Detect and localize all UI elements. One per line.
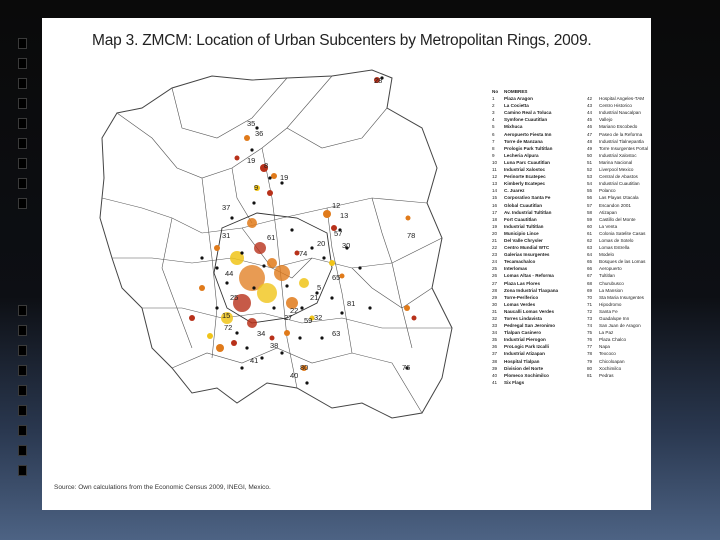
legend-name: Av. Industrial Tultitlan — [504, 209, 552, 215]
legend-name: Lomas de Sotelo — [599, 237, 634, 243]
legend-number: 52 — [587, 167, 593, 173]
legend-number: 78 — [587, 351, 593, 357]
legend-name: Tecamachalco — [504, 259, 536, 265]
map-label: 34 — [257, 329, 266, 338]
legend-name: Fort Cuautitlan — [504, 216, 537, 222]
map-label: 27 — [284, 313, 293, 322]
legend-row — [492, 145, 558, 152]
legend-name: Atizapan — [599, 209, 617, 215]
legend-row — [492, 216, 558, 223]
legend-number: 24 — [492, 259, 498, 265]
legend-name: Torre Insurgentes Portal — [599, 145, 649, 151]
map-label: 37 — [222, 203, 231, 212]
legend-row — [587, 159, 648, 166]
map-label: 5 — [317, 283, 322, 292]
slide-bullet-decoration — [18, 38, 27, 218]
legend-number: 58 — [587, 209, 593, 215]
legend-number: 12 — [492, 174, 498, 180]
legend-number: 37 — [492, 351, 498, 357]
legend-number: 75 — [587, 330, 593, 336]
legend-number: 63 — [587, 245, 593, 251]
legend-name: Centro Mundial WTC — [504, 245, 550, 251]
legend-number: 62 — [587, 237, 593, 243]
legend-name: Symfone Cuautitlan — [504, 117, 548, 123]
legend-name: Central de Abastos — [599, 174, 638, 180]
map-label: 28 — [374, 76, 383, 85]
legend-number: 19 — [492, 223, 498, 229]
legend-name: Hipodromo — [599, 301, 622, 307]
municipal-lines — [102, 76, 452, 413]
legend-row — [587, 123, 648, 130]
legend-number: 17 — [492, 209, 498, 215]
legend-name: Municipio Lince — [504, 230, 539, 236]
legend-name: Colonia Satelite Casas — [599, 230, 646, 236]
legend-name: Plaza Las Flores — [504, 280, 541, 286]
legend-name: Camino Real a Toluca — [504, 110, 552, 116]
legend-row — [492, 187, 558, 194]
map-label: 22 — [290, 306, 299, 315]
legend-number: 2 — [492, 103, 495, 109]
legend-name: Aeropuerto Fiesta Inn — [504, 131, 552, 137]
legend-row — [587, 258, 648, 265]
map-label: 38 — [270, 341, 279, 350]
legend-number: 60 — [587, 223, 593, 229]
legend-row — [492, 350, 558, 357]
municipal-boundary-map — [42, 18, 492, 478]
legend-name: Plomeco Xochimilco — [504, 372, 549, 378]
legend-name: Modelo — [599, 252, 615, 258]
legend-row — [492, 223, 558, 230]
map-label: 61 — [267, 233, 276, 242]
legend-name: Tultitlan — [599, 273, 615, 279]
legend-name: Galerias Insurgentes — [504, 252, 550, 258]
legend-row — [492, 109, 558, 116]
legend-name: Interlomas — [504, 266, 528, 272]
legend-row — [492, 336, 558, 343]
legend-row — [587, 315, 648, 322]
legend-row — [492, 244, 558, 251]
legend-number: 23 — [492, 252, 498, 258]
legend-name: ProLogic Park Izcalli — [504, 344, 549, 350]
legend-name: Lomas Estrella — [599, 245, 630, 251]
map-label: 35 — [247, 119, 256, 128]
legend-name: Global Cuautitlan — [504, 202, 543, 208]
legend-number: 31 — [492, 308, 498, 314]
legend-name: Sta Maria Insurgentes — [599, 294, 644, 300]
legend-number: 70 — [587, 294, 593, 300]
legend-number: 1 — [492, 96, 495, 102]
legend-row — [587, 358, 648, 365]
map-label: 74 — [299, 249, 308, 258]
legend-row — [492, 138, 558, 145]
legend-name: San Juan de Aragon — [599, 323, 641, 329]
legend-number: 40 — [492, 372, 498, 378]
legend-number: 74 — [587, 323, 593, 329]
legend-row — [492, 180, 558, 187]
legend-number: 55 — [587, 188, 593, 194]
legend-number: 64 — [587, 252, 593, 258]
legend-name: Industrial Xalostoc — [599, 152, 637, 158]
legend-row — [587, 166, 648, 173]
legend-row — [492, 95, 558, 102]
map-label: 12 — [332, 201, 341, 210]
legend-row — [587, 216, 648, 223]
legend-row — [492, 272, 558, 279]
legend-name: Santa Fe — [599, 308, 618, 314]
legend-number: 49 — [587, 145, 593, 151]
legend-number: 10 — [492, 159, 498, 165]
map-label: 15 — [222, 311, 231, 320]
map-label: 19 — [247, 156, 256, 165]
legend-number: 48 — [587, 138, 593, 144]
legend-row — [492, 365, 558, 372]
legend-name: La Paz — [599, 330, 614, 336]
legend-number: 77 — [587, 344, 593, 350]
legend-row — [587, 145, 648, 152]
legend-row — [587, 230, 648, 237]
legend-name: Zona Industrial Tlaxpana — [504, 287, 559, 293]
legend-row — [492, 301, 558, 308]
legend-row — [587, 116, 648, 123]
legend-name: Del Valle Chrysler — [504, 237, 543, 243]
map-label: 13 — [340, 211, 349, 220]
legend-name: Polanco — [599, 188, 616, 194]
legend-row — [587, 372, 648, 379]
legend-number: 7 — [492, 138, 495, 144]
legend-row — [587, 350, 648, 357]
legend-row — [587, 294, 648, 301]
legend-number: 35 — [492, 337, 498, 343]
legend-number: 50 — [587, 152, 593, 158]
legend-row — [587, 209, 648, 216]
legend-number: 44 — [587, 110, 593, 116]
legend-number: 69 — [587, 287, 593, 293]
legend-name: Guadalupe Inn — [599, 316, 630, 321]
legend-row — [587, 138, 648, 145]
map-label: 80 — [300, 363, 309, 372]
legend-name: Industrial Atizapan — [504, 351, 545, 357]
legend-row — [587, 265, 648, 272]
legend-number: 65 — [587, 259, 593, 265]
legend-row — [587, 365, 648, 372]
legend-name: Pedras — [599, 372, 614, 378]
legend-number: 56 — [587, 195, 593, 201]
legend-row — [492, 358, 558, 365]
legend-name: Industrial Tlalnepantla — [599, 138, 644, 144]
legend-row — [492, 287, 558, 294]
legend-row — [587, 329, 648, 336]
legend-row — [587, 173, 648, 180]
legend-number: 16 — [492, 202, 498, 208]
slide-bullet-decoration-lower — [18, 305, 27, 485]
map-label: 9 — [254, 183, 259, 192]
legend-name: Plaza Aragon — [504, 96, 533, 102]
map-title: Map 3. ZMCM: Location of Urban Subcenters by Metropolitan Rings, 2009. — [92, 32, 592, 49]
legend-row — [587, 272, 648, 279]
legend-row — [492, 194, 558, 201]
legend-column-2 — [587, 88, 648, 379]
map-label: 21 — [310, 293, 319, 302]
subcenter-points — [200, 76, 411, 384]
legend-row — [492, 209, 558, 216]
map-label: 20 — [317, 239, 326, 248]
map-label: 40 — [290, 371, 299, 380]
legend-name: Napa — [599, 344, 610, 350]
legend-row — [587, 343, 648, 350]
legend-name: Hospital Angeles-TAM — [599, 96, 645, 102]
legend-number: 30 — [492, 301, 498, 307]
legend-row — [587, 131, 648, 138]
legend-row — [492, 343, 558, 350]
legend-name: Escandon 2001 — [599, 202, 631, 208]
legend-number: 20 — [492, 230, 498, 236]
legend-row — [492, 258, 558, 265]
legend-name: Xochimilco — [599, 365, 622, 371]
legend-row — [492, 102, 558, 109]
map-slide — [42, 18, 651, 510]
map-label: 8 — [264, 161, 269, 170]
map-label: 81 — [347, 299, 356, 308]
map-label: 32 — [314, 313, 323, 322]
legend-name: Mariano Escobedo — [599, 124, 638, 130]
legend-row — [587, 187, 648, 194]
legend-number: 28 — [492, 287, 498, 293]
legend-number: 13 — [492, 181, 498, 187]
legend-name: Luna Parc Cuautitlan — [504, 159, 550, 165]
legend-name: Tlalpan Casinero — [504, 330, 542, 336]
legend-number: 73 — [587, 316, 593, 321]
legend-name: Industrial Pierogon — [504, 337, 546, 343]
legend-number: 14 — [492, 188, 498, 194]
legend-row — [587, 180, 648, 187]
map-label: 44 — [225, 269, 234, 278]
legend-number: 33 — [492, 323, 498, 329]
legend-row — [492, 322, 558, 329]
legend-name: Prologis Park Tultitlan — [504, 145, 553, 151]
legend-number: 66 — [587, 266, 593, 272]
legend-row — [492, 202, 558, 209]
legend-name: Torres Lindavista — [504, 316, 542, 321]
legend-number: 51 — [587, 159, 593, 165]
legend-name: Industrial Naucalpan — [599, 110, 641, 116]
legend-row — [492, 173, 558, 180]
legend-name: La Mansion — [599, 287, 623, 293]
legend-number: 43 — [587, 103, 593, 109]
legend-number: 4 — [492, 117, 495, 123]
legend-number: 72 — [587, 308, 593, 314]
legend-header-name: NOMBRES — [504, 89, 528, 94]
legend-header — [492, 88, 558, 95]
legend-name: La Venta — [599, 223, 618, 229]
legend-row — [587, 336, 648, 343]
legend-number: 81 — [587, 372, 593, 378]
legend-number: 27 — [492, 280, 498, 286]
legend-name: Six Flags — [504, 379, 525, 385]
legend-header-spacer — [587, 88, 648, 95]
legend-name: Lomas Verdes — [504, 301, 536, 307]
legend-row — [492, 159, 558, 166]
legend-number: 29 — [492, 294, 498, 300]
legend-row — [492, 315, 558, 322]
legend-row — [587, 102, 648, 109]
legend-number: 36 — [492, 344, 498, 350]
legend-number: 54 — [587, 181, 593, 187]
map-label: 25 — [230, 293, 239, 302]
legend-number: 53 — [587, 174, 593, 180]
map-label: 41 — [250, 356, 259, 365]
legend-row — [587, 202, 648, 209]
legend-row — [587, 308, 648, 315]
legend-number: 79 — [587, 358, 593, 364]
legend-number: 67 — [587, 273, 593, 279]
legend-number: 42 — [587, 96, 593, 102]
legend-name: La Cocietta — [504, 103, 529, 109]
legend-number: 61 — [587, 230, 593, 236]
legend-row — [587, 287, 648, 294]
legend-name: Aeropuerto — [599, 266, 622, 272]
map-label: 36 — [255, 129, 264, 138]
legend-number: 57 — [587, 202, 593, 208]
legend-number: 47 — [587, 131, 593, 137]
legend-number: 38 — [492, 358, 498, 364]
legend-row — [587, 152, 648, 159]
legend-number: 34 — [492, 330, 498, 336]
legend-row — [587, 251, 648, 258]
legend-row — [587, 280, 648, 287]
legend-row — [492, 230, 558, 237]
legend-row — [492, 372, 558, 379]
legend-row — [587, 109, 648, 116]
legend-number: 8 — [492, 145, 495, 151]
legend-row — [492, 308, 558, 315]
legend-row — [492, 280, 558, 287]
map-label: 30 — [342, 241, 351, 250]
legend-column-1 — [492, 88, 558, 386]
legend-row — [587, 322, 648, 329]
legend-number: 45 — [587, 117, 593, 123]
map-label: 57 — [334, 229, 343, 238]
legend-name: Industrial Tultitlan — [504, 223, 544, 229]
legend-number: 26 — [492, 273, 498, 279]
map-number-labels — [222, 76, 415, 380]
metro-outer-boundary — [100, 70, 452, 418]
map-label: 19 — [280, 173, 289, 182]
legend-name: Liverpool Mexico — [599, 167, 634, 173]
legend-name: Chicoloapan — [599, 358, 625, 364]
legend-row — [492, 123, 558, 130]
legend-number: 25 — [492, 266, 498, 272]
legend-name: C. Juarez — [504, 188, 525, 194]
map-label: 72 — [224, 323, 233, 332]
legend-row — [492, 166, 558, 173]
legend-row — [492, 329, 558, 336]
legend-name: Hospital Tlalpan — [504, 358, 540, 364]
legend-name: Texcoco — [599, 351, 616, 357]
legend-number: 76 — [587, 337, 593, 343]
legend-name: Paseo de la Reforma — [599, 131, 643, 137]
legend-row — [492, 131, 558, 138]
legend-number: 41 — [492, 379, 498, 385]
legend-name: Centro Historico — [599, 103, 632, 109]
legend-row — [492, 152, 558, 159]
legend-row — [587, 237, 648, 244]
legend-number: 15 — [492, 195, 498, 201]
legend-name: Mixhuca — [504, 124, 523, 130]
legend-row — [492, 265, 558, 272]
source-note: Source: Own calculations from the Economic Census 2009, INEGI, Mexico. — [54, 484, 271, 491]
legend-row — [587, 194, 648, 201]
legend-row — [587, 95, 648, 102]
legend-name: Bosques de las Lomas — [599, 259, 646, 265]
legend-row — [587, 223, 648, 230]
legend-name: Lecheria Alpura — [504, 152, 539, 158]
legend-number: 71 — [587, 301, 593, 307]
legend-number: 5 — [492, 124, 495, 130]
legend-number: 6 — [492, 131, 495, 137]
legend-row — [587, 301, 648, 308]
legend-name: Las Playas Iztacala — [599, 195, 639, 201]
legend-name: Pedregal San Jeronimo — [504, 323, 556, 329]
legend-name: Corporativo Santa Fe — [504, 195, 551, 201]
legend-name: Perinorte Ecatepec — [504, 174, 546, 180]
legend-number: 59 — [587, 216, 593, 222]
legend-name: Division del Norte — [504, 365, 544, 371]
legend-number: 68 — [587, 280, 593, 286]
legend-number: 3 — [492, 110, 495, 116]
map-label: 76 — [402, 363, 411, 372]
legend-name: Marina Nacional — [599, 159, 633, 165]
legend-name: Industrial Cuautitlan — [599, 181, 640, 187]
legend-number: 21 — [492, 237, 498, 243]
legend-name: Torre-Periferico — [504, 294, 539, 300]
legend-name: Plaza Chalco — [599, 337, 627, 343]
legend-row — [492, 251, 558, 258]
legend-number: 46 — [587, 124, 593, 130]
map-label: 63 — [332, 329, 341, 338]
legend-number: 39 — [492, 365, 498, 371]
legend-number: 32 — [492, 316, 498, 321]
legend-number: 22 — [492, 245, 498, 251]
map-label: 59 — [304, 316, 313, 325]
legend-number: 11 — [492, 167, 497, 173]
legend-row — [587, 244, 648, 251]
legend-row — [492, 294, 558, 301]
map-label: 78 — [407, 231, 416, 240]
legend-number: 18 — [492, 216, 498, 222]
legend-name: Castillo del Monte — [599, 216, 636, 222]
map-label: 65 — [332, 273, 341, 282]
legend-row — [492, 116, 558, 123]
legend-name: Vallejo — [599, 117, 613, 123]
legend-row — [492, 237, 558, 244]
legend-name: Naucalli Lomas Verdes — [504, 308, 555, 314]
map-label: 31 — [222, 231, 231, 240]
legend-name: Lomas Altas - Reforma — [504, 273, 554, 279]
legend-header-no: No — [492, 89, 499, 94]
legend-name: Industrial Xalostoc — [504, 167, 546, 173]
legend-name: Kimberly Ecatepec — [504, 181, 546, 187]
legend-name: Torre de Manzana — [504, 138, 543, 144]
legend-number: 9 — [492, 152, 495, 158]
legend-number: 80 — [587, 365, 593, 371]
legend-name: Churubusco — [599, 280, 624, 286]
legend-row — [492, 379, 558, 386]
